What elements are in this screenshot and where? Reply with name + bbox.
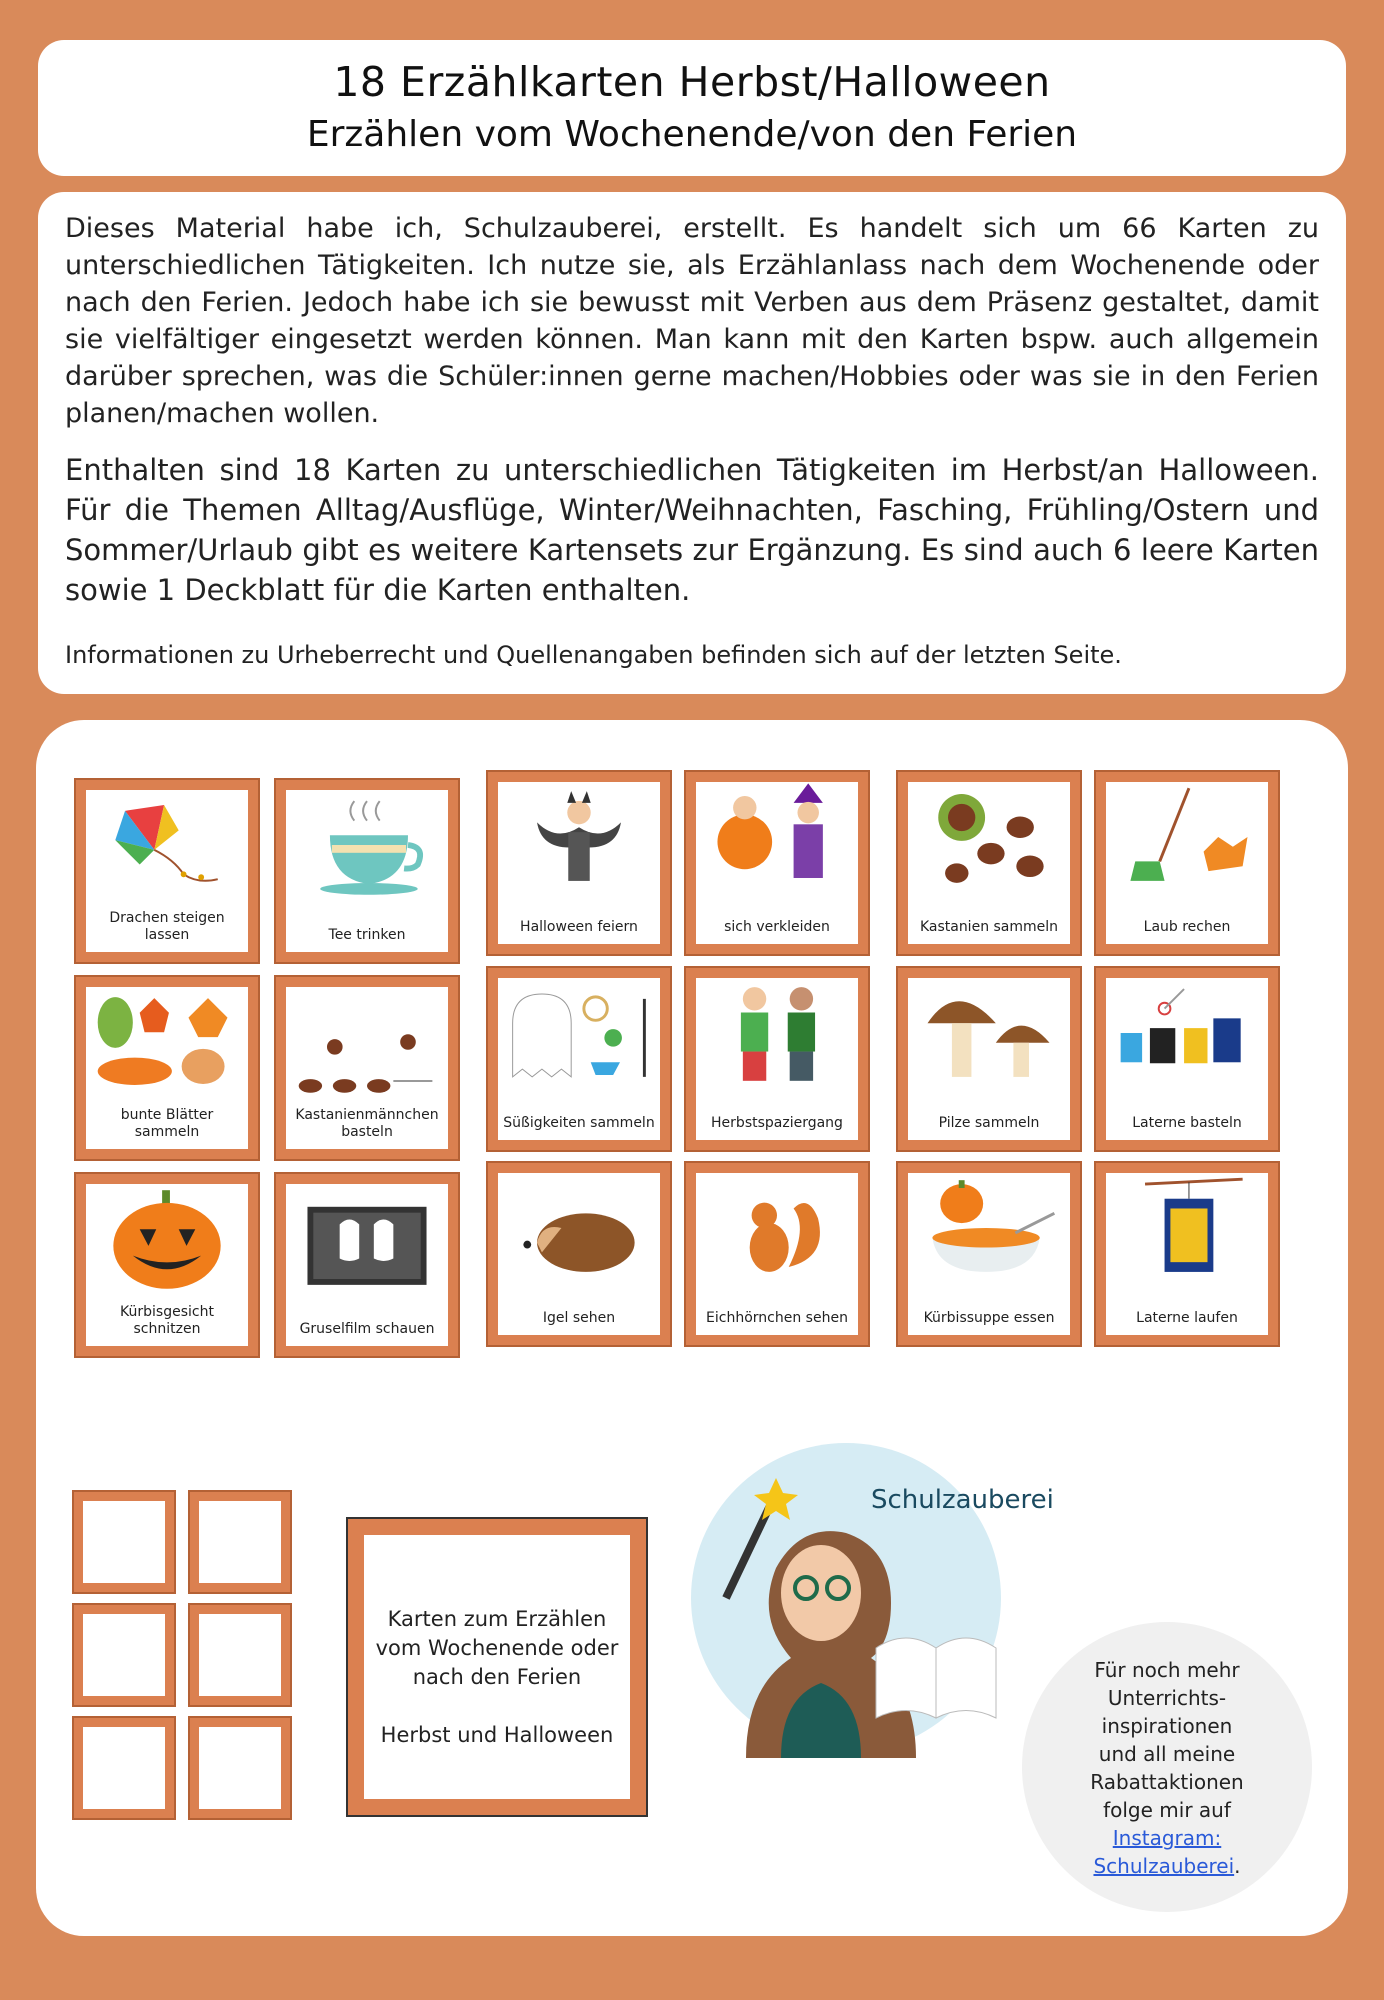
activity-card [1094, 966, 1280, 1152]
squirrel-icon [696, 1173, 858, 1283]
blank-card [72, 1716, 176, 1820]
card-label: Laterne basteln [1132, 1115, 1242, 1131]
children-walk-icon [696, 978, 858, 1088]
card-label: Herbstspaziergang [711, 1115, 843, 1131]
card-label: Eichhörnchen sehen [706, 1310, 848, 1326]
card-label: Igel sehen [542, 1310, 616, 1326]
blank-card [188, 1603, 292, 1707]
activity-card [486, 770, 672, 956]
card-label: Halloween feiern [520, 919, 638, 935]
instagram-link-handle[interactable]: Schulzauberei [1093, 1854, 1235, 1878]
card-label: Kastanien sammeln [919, 919, 1059, 935]
blank-card [188, 1716, 292, 1820]
activity-card [274, 1172, 460, 1358]
cover-line: vom Wochenende oder [375, 1636, 619, 1660]
mushroom-icon [908, 978, 1070, 1088]
card-label: Drachen steigen lassen [109, 910, 225, 943]
description-paragraph-2: Enthalten sind 18 Karten zu unterschiedlichen Tätigkeiten im Herbst/an Halloween. Für die Themen Alltag/Ausflüge, Winter/Weihnachten, Fasching, Frühling/Ostern und Sommer/Urlaub gibt es weitere Kartensets zur Ergänzung. Es sind auch 6 leere Karten sowie 1 Deckblatt für die Karten enthalten. [65, 453, 1319, 607]
promo-line: Für noch mehr [1094, 1658, 1240, 1682]
chestnut-icon [908, 782, 1070, 892]
jack-o-lantern-icon [86, 1184, 248, 1294]
card-label: Kastanienmännchen basteln [295, 1107, 439, 1140]
pumpkin-soup-icon [908, 1173, 1070, 1283]
costume-icon [696, 782, 858, 892]
description-panel [38, 192, 1346, 694]
title-panel [38, 40, 1346, 176]
logo-text: Schulzauberei [871, 1485, 1054, 1515]
promo-line: Unterrichts- [1107, 1686, 1227, 1710]
hedgehog-icon [498, 1173, 660, 1283]
activity-card [274, 778, 460, 964]
instagram-promo [1022, 1622, 1312, 1912]
bat-costume-icon [498, 782, 660, 892]
activity-card [684, 770, 870, 956]
card-label: Laterne laufen [1136, 1310, 1238, 1326]
teacup-icon [286, 790, 448, 900]
card-label: bunte Blätter sammeln [120, 1107, 214, 1140]
activity-card [74, 778, 260, 964]
promo-line: Rabattaktionen [1090, 1770, 1244, 1794]
activity-card [896, 1161, 1082, 1347]
leaves-icon [86, 987, 248, 1097]
card-label: Kürbisgesicht schnitzen [120, 1304, 214, 1337]
card-label: sich verkleiden [724, 919, 830, 935]
activity-card [1094, 1161, 1280, 1347]
activity-card [74, 1172, 260, 1358]
activity-card [684, 966, 870, 1152]
activity-card [1094, 770, 1280, 956]
activity-card [486, 966, 672, 1152]
page-subtitle: Erzählen vom Wochenende/von den Ferien [306, 114, 1078, 155]
activity-card [74, 975, 260, 1161]
lantern-craft-icon [1106, 978, 1268, 1088]
blank-card [188, 1490, 292, 1594]
card-label: Kürbissuppe essen [923, 1310, 1055, 1326]
chestnut-figure-icon [286, 987, 448, 1097]
cover-card [346, 1517, 648, 1817]
cover-line: Herbst und Halloween [380, 1723, 614, 1747]
rake-icon [1106, 782, 1268, 892]
lantern-icon [1106, 1173, 1268, 1283]
promo-line: folge mir auf [1103, 1798, 1231, 1822]
card-label: Tee trinken [328, 927, 406, 943]
blank-card [72, 1603, 176, 1707]
instagram-link[interactable]: Instagram: [1112, 1826, 1222, 1850]
activity-card [896, 966, 1082, 1152]
page-title: 18 Erzählkarten Herbst/Halloween [333, 58, 1051, 106]
card-label: Gruselfilm schauen [299, 1321, 435, 1337]
cover-line: Karten zum Erzählen [387, 1607, 607, 1631]
promo-line: und all meine [1098, 1742, 1236, 1766]
blank-card [72, 1490, 176, 1594]
activity-card [274, 975, 460, 1161]
activity-card [684, 1161, 870, 1347]
ghost-candy-icon [498, 978, 660, 1088]
card-label: Süßigkeiten sammeln [503, 1115, 655, 1131]
tv-ghost-icon [286, 1184, 448, 1294]
activity-card [896, 770, 1082, 956]
card-label: Laub rechen [1143, 919, 1231, 935]
copyright-note: Informationen zu Urheberrecht und Quellenangaben befinden sich auf der letzten Seite. [65, 641, 1122, 669]
cover-line: nach den Ferien [412, 1665, 582, 1689]
schulzauberei-logo [686, 1438, 1054, 1758]
description-paragraph-1: Dieses Material habe ich, Schulzauberei, erstellt. Es handelt sich um 66 Karten zu unterschiedlichen Tätigkeiten. Ich nutze sie, als Erzählanlass nach dem Wochenende oder nach den Ferien. Jedoch habe ich sie bewusst mit Verben aus dem Präsenz gestaltet, damit sie vielfältiger eingesetzt werden können. Man kann mit den Karten bspw. auch allgemein darüber sprechen, was die Schüler:innen gerne machen/Hobbies oder was sie in den Ferien planen/machen wollen. [65, 213, 1319, 429]
card-label: Pilze sammeln [938, 1115, 1040, 1131]
kite-icon [86, 790, 248, 900]
activity-card [486, 1161, 672, 1347]
promo-period: . [1234, 1854, 1241, 1878]
promo-line: inspirationen [1101, 1714, 1233, 1738]
